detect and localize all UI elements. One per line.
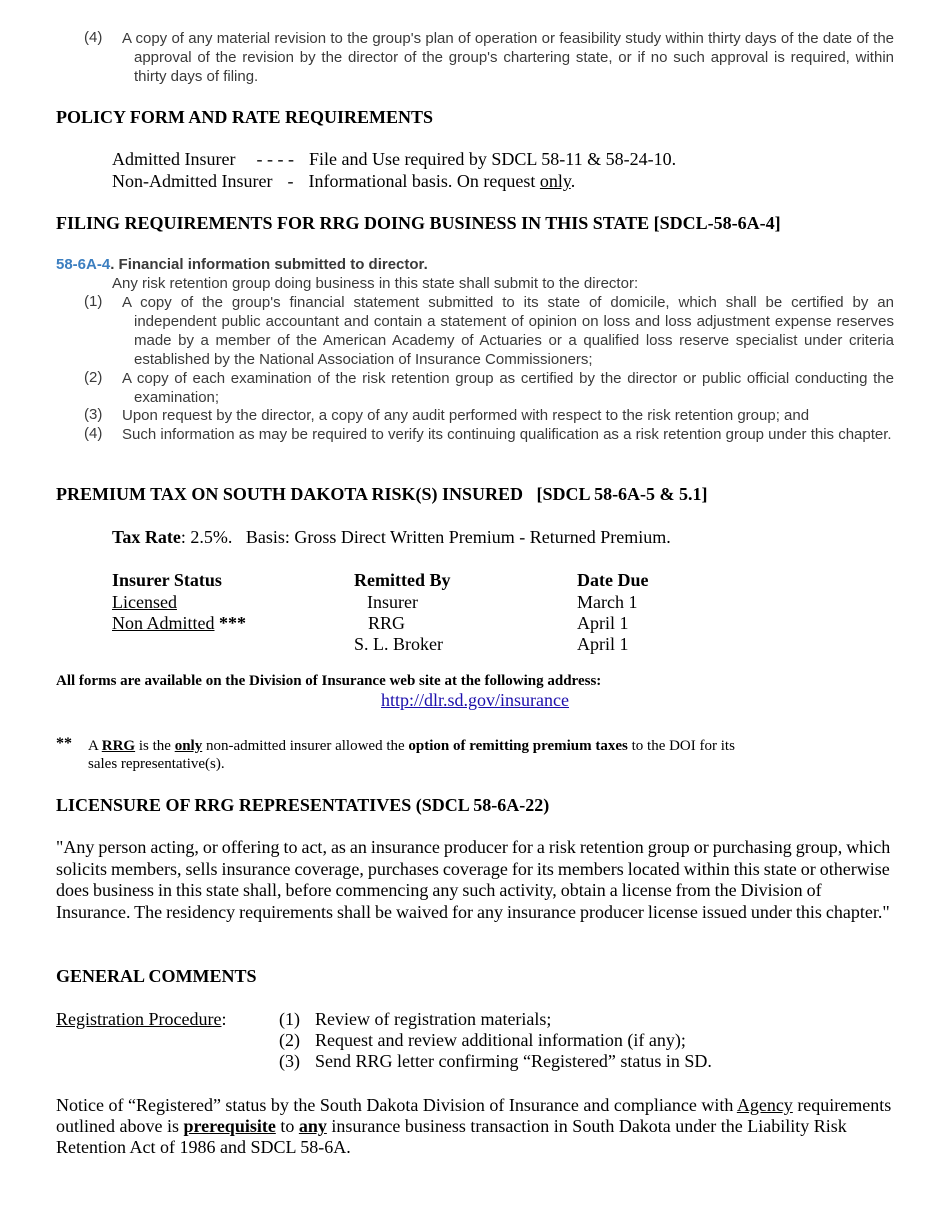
section-heading-general-comments: GENERAL COMMENTS xyxy=(56,966,257,986)
step-text: Review of registration materials; xyxy=(315,1009,552,1029)
nonadmitted-period: . xyxy=(570,171,576,191)
nonadmitted-dash: - xyxy=(287,171,294,191)
step-text: Request and review additional information (if any); xyxy=(315,1030,686,1050)
item-number: (4) xyxy=(84,425,103,442)
item-number: (2) xyxy=(84,369,103,386)
section-heading-policy-form: POLICY FORM AND RATE REQUIREMENTS xyxy=(56,107,434,127)
doi-website-link[interactable]: http://dlr.sd.gov/insurance xyxy=(381,690,569,710)
footnote-part: non-admitted insurer allowed the xyxy=(202,738,409,754)
notice-part: insurance business transaction in South Dakota under the Liability Risk Retention Act of 1986 and SDCL 58-6A. xyxy=(56,1116,847,1157)
list-item xyxy=(84,293,894,369)
list-item xyxy=(84,406,894,425)
statute-number-link[interactable]: 58-6A-4 xyxy=(56,256,111,273)
notice-agency: Agency xyxy=(736,1095,793,1115)
step-text: Send RRG letter confirming “Registered” status in SD. xyxy=(315,1051,712,1071)
nonadmitted-only: only xyxy=(539,171,571,191)
list-item xyxy=(84,425,894,444)
nonadmitted-insurer-line xyxy=(112,171,575,192)
admitted-dash: - - - - xyxy=(256,149,294,169)
nonadmitted-value: Informational basis. On request xyxy=(308,171,536,191)
footnote-marker: ** xyxy=(56,735,72,752)
item-number: (1) xyxy=(84,293,103,310)
date-due: April 1 xyxy=(577,634,629,654)
forms-note: All forms are available on the Division of Insurance web site at the following address: xyxy=(56,673,602,689)
footnote-rrg: RRG xyxy=(101,738,136,754)
list-item xyxy=(84,29,894,86)
statute-title xyxy=(56,256,428,273)
table-row xyxy=(112,613,246,634)
registration-notice xyxy=(56,1095,896,1158)
footnote-part: to the DOI for its xyxy=(627,738,735,754)
item-text: A copy of the group's financial statement submitted to its state of domicile, which shall be certified by an independent public accountant and contain a statement of opinion on loss and loss adjustment expense reserves made by a member of the American Academy of Actuaries or a qualified loss reserve specialist under criteria established by the National Association of Insurance Commissioners; xyxy=(122,294,894,368)
item-number: (4) xyxy=(84,29,103,46)
footnote-option: option of remitting premium taxes xyxy=(408,738,628,754)
column-header: Remitted By xyxy=(354,570,451,590)
admitted-insurer-line xyxy=(112,149,676,170)
nonadmitted-label: Non-Admitted Insurer xyxy=(112,171,273,191)
list-item xyxy=(84,369,894,407)
footnote-line2: sales representative(s). xyxy=(88,756,225,772)
procedure-label: Registration Procedure xyxy=(56,1009,222,1029)
section-heading-premium-tax: PREMIUM TAX ON SOUTH DAKOTA RISK(S) INSURED [SDCL 58-6A-5 & 5.1] xyxy=(56,484,708,504)
statute-intro: Any risk retention group doing business in this state shall submit to the director: xyxy=(112,275,639,292)
notice-part: requirements outlined above is xyxy=(56,1095,892,1136)
section-heading-filing: FILING REQUIREMENTS FOR RRG DOING BUSINESS IN THIS STATE [SDCL-58-6A-4] xyxy=(56,213,781,233)
table-row xyxy=(112,592,177,613)
step-number: (1) xyxy=(279,1009,300,1029)
tax-rate-line xyxy=(112,527,671,548)
item-text: Upon request by the director, a copy of any audit performed with respect to the risk retention group; and xyxy=(122,407,810,424)
notice-part: to xyxy=(275,1116,299,1136)
licensure-quote: "Any person acting, or offering to act, as an insurance producer for a risk retention group or purchasing group, which solicits members, sells insurance coverage, purchases coverage for its members located within this state or otherwise does business in this state shall, before commencing any such activity, obtain a license from the Division of Insurance. The residency requirements shall be waived for any insurance producer license issued under this chapter." xyxy=(56,837,891,922)
section-heading-licensure: LICENSURE OF RRG REPRESENTATIVES (SDCL 58-6A-22) xyxy=(56,795,550,815)
date-due: March 1 xyxy=(577,592,638,612)
admitted-value: File and Use required by SDCL 58-11 & 58-24-10. xyxy=(308,149,677,169)
item-number: (3) xyxy=(84,406,103,423)
list-item xyxy=(279,1009,551,1030)
notice-any: any xyxy=(298,1116,327,1136)
remitted-by: RRG xyxy=(368,613,406,633)
step-number: (3) xyxy=(279,1051,300,1071)
footnote-text xyxy=(88,737,735,756)
list-item xyxy=(279,1051,712,1072)
footnote-only: only xyxy=(174,738,203,754)
insurer-status: Non Admitted xyxy=(112,613,215,633)
remitted-by: S. L. Broker xyxy=(354,634,443,654)
column-header: Date Due xyxy=(577,570,649,590)
registration-procedure-label xyxy=(56,1009,226,1030)
item-text: A copy of any material revision to the group's plan of operation or feasibility study within thirty days of the date of the approval of the revision by the director of the group's chartering state, or if no such approval is required, within thirty days of filing. xyxy=(122,30,894,85)
list-item xyxy=(279,1030,686,1051)
footnote-part: A xyxy=(88,738,102,754)
insurer-status: Licensed xyxy=(112,592,177,612)
step-number: (2) xyxy=(279,1030,300,1050)
footnote-part: is the xyxy=(135,738,175,754)
item-text: A copy of each examination of the risk retention group as certified by the director or public official conducting the examination; xyxy=(122,370,894,406)
admitted-label: Admitted Insurer xyxy=(112,149,236,169)
date-due: April 1 xyxy=(577,613,629,633)
tax-rate-text: : 2.5%. Basis: Gross Direct Written Premium - Returned Premium. xyxy=(180,527,671,547)
website-line xyxy=(0,690,950,711)
item-text: Such information as may be required to verify its continuing qualification as a risk retention group under this chapter. xyxy=(122,426,892,443)
premium-tax-table xyxy=(112,570,712,660)
notice-part: Notice of “Registered” status by the South Dakota Division of Insurance and compliance with xyxy=(56,1095,737,1115)
asterisk-marker: *** xyxy=(214,613,246,633)
column-header: Insurer Status xyxy=(112,570,222,590)
tax-rate-label: Tax Rate xyxy=(112,527,181,547)
procedure-colon: : xyxy=(221,1009,227,1029)
notice-prerequisite: prerequisite xyxy=(183,1116,276,1136)
remitted-by: Insurer xyxy=(367,592,418,612)
statute-caption: . Financial information submitted to director. xyxy=(110,256,428,273)
